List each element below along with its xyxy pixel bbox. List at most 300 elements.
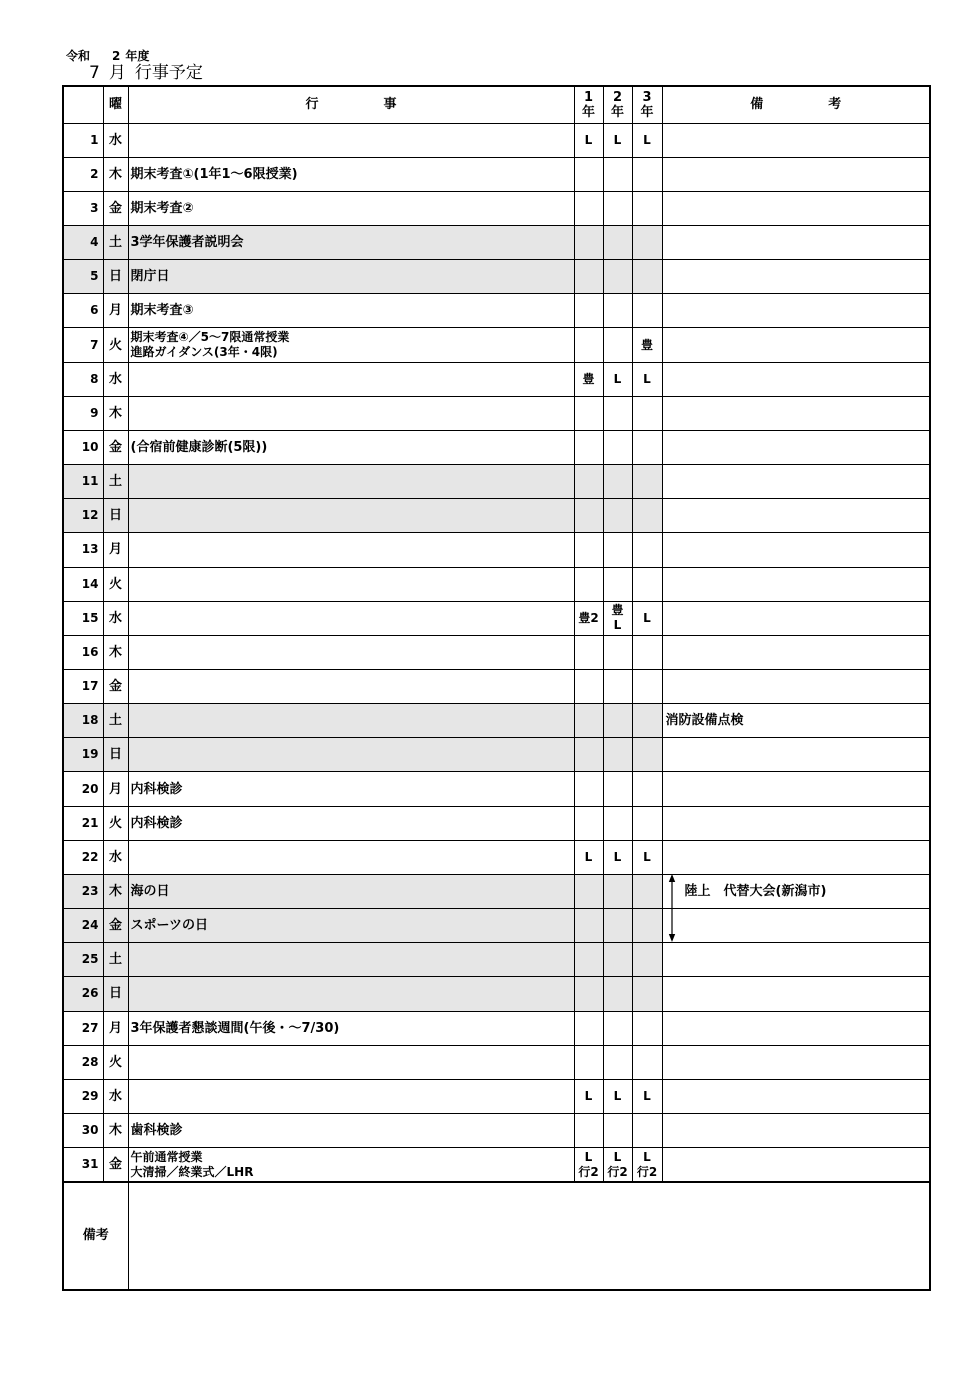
day-number-cell: 1 bbox=[63, 123, 103, 157]
grade-3-cell bbox=[632, 225, 662, 259]
remark-cell: 陸上 代替大会(新潟市) bbox=[662, 874, 930, 908]
remark-cell bbox=[662, 977, 930, 1011]
grade-suffix: 年 bbox=[610, 104, 624, 120]
grade-mark: L bbox=[613, 1088, 622, 1103]
event-line: 期末考査② bbox=[130, 200, 194, 216]
day-number-cell: 20 bbox=[63, 772, 103, 806]
day-row bbox=[63, 772, 930, 806]
grade-2-cell bbox=[603, 1045, 632, 1079]
grade-1-cell bbox=[574, 738, 603, 772]
footer-section bbox=[63, 1182, 930, 1290]
grade-2-cell bbox=[603, 328, 632, 362]
day-number-cell: 10 bbox=[63, 430, 103, 464]
grade-1-cell bbox=[574, 601, 603, 635]
remark-cell bbox=[662, 1011, 930, 1045]
grade-3-cell bbox=[632, 943, 662, 977]
remark-cell bbox=[662, 499, 930, 533]
event-cell bbox=[128, 840, 574, 874]
event-cell bbox=[128, 396, 574, 430]
grade-3-cell bbox=[632, 465, 662, 499]
remark-cell bbox=[662, 670, 930, 704]
weekday-cell: 木 bbox=[103, 396, 128, 430]
remark-cell bbox=[662, 533, 930, 567]
grade-3-cell bbox=[632, 1114, 662, 1148]
month-number: 7 bbox=[89, 63, 100, 83]
grade-mark: 豊 bbox=[640, 337, 653, 352]
weekday-cell: 土 bbox=[103, 704, 128, 738]
day-number-cell: 8 bbox=[63, 362, 103, 396]
event-line: 内科検診 bbox=[130, 815, 183, 831]
event-cell bbox=[128, 1148, 574, 1182]
day-row bbox=[63, 977, 930, 1011]
day-row bbox=[63, 260, 930, 294]
grade-2-cell bbox=[603, 704, 632, 738]
grade-1-cell bbox=[574, 1148, 603, 1182]
weekday-cell: 火 bbox=[103, 1045, 128, 1079]
event-cell bbox=[128, 670, 574, 704]
grade-1-cell bbox=[574, 123, 603, 157]
page-title bbox=[89, 63, 203, 83]
grade-2-cell bbox=[603, 157, 632, 191]
grade-1-cell bbox=[574, 943, 603, 977]
grade-2-cell bbox=[603, 465, 632, 499]
grade-1-cell bbox=[574, 191, 603, 225]
grade-mark: L bbox=[643, 371, 651, 386]
day-row bbox=[63, 294, 930, 328]
event-cell bbox=[128, 567, 574, 601]
day-row bbox=[63, 874, 930, 908]
day-row bbox=[63, 191, 930, 225]
remark-cell bbox=[662, 157, 930, 191]
grade-2-cell bbox=[603, 191, 632, 225]
weekday-cell: 金 bbox=[103, 430, 128, 464]
event-cell bbox=[128, 362, 574, 396]
weekday-cell: 木 bbox=[103, 157, 128, 191]
era-label: 令和 bbox=[66, 49, 91, 63]
day-row bbox=[63, 806, 930, 840]
day-row bbox=[63, 362, 930, 396]
event-cell bbox=[128, 123, 574, 157]
grade-2-cell bbox=[603, 1148, 632, 1182]
grade-3-cell bbox=[632, 704, 662, 738]
day-number-cell: 4 bbox=[63, 225, 103, 259]
event-header: 行 事 bbox=[128, 86, 574, 123]
grade-1-cell bbox=[574, 635, 603, 669]
weekday-cell: 月 bbox=[103, 294, 128, 328]
grade-1-cell bbox=[574, 362, 603, 396]
grade-1-cell bbox=[574, 806, 603, 840]
grade-2-cell bbox=[603, 1079, 632, 1113]
grade-2-cell bbox=[603, 567, 632, 601]
grade-3-cell bbox=[632, 499, 662, 533]
remark-cell bbox=[662, 294, 930, 328]
fiscal-year bbox=[66, 49, 149, 63]
grade-mark: 行2 bbox=[607, 1164, 628, 1179]
footer-remarks-area bbox=[128, 1182, 930, 1290]
remark-cell bbox=[662, 1114, 930, 1148]
grade-number: 2 bbox=[612, 89, 623, 105]
grade-mark: L bbox=[643, 132, 651, 147]
grade-1-cell bbox=[574, 1114, 603, 1148]
day-number-cell: 24 bbox=[63, 909, 103, 943]
grade-3-cell bbox=[632, 1079, 662, 1113]
grade-2-cell bbox=[603, 772, 632, 806]
day-number-cell: 5 bbox=[63, 260, 103, 294]
grade-3-header bbox=[632, 86, 662, 123]
weekday-cell: 木 bbox=[103, 874, 128, 908]
event-cell bbox=[128, 1045, 574, 1079]
day-number-cell: 16 bbox=[63, 635, 103, 669]
grade-2-cell bbox=[603, 260, 632, 294]
day-row bbox=[63, 738, 930, 772]
day-number-cell: 26 bbox=[63, 977, 103, 1011]
event-line: 大清掃／終業式／LHR bbox=[130, 1164, 254, 1179]
grade-mark: L bbox=[643, 1149, 651, 1164]
grade-3-cell bbox=[632, 738, 662, 772]
weekday-cell: 金 bbox=[103, 670, 128, 704]
day-number-cell: 30 bbox=[63, 1114, 103, 1148]
grade-mark: L bbox=[584, 132, 593, 147]
weekday-cell: 木 bbox=[103, 1114, 128, 1148]
weekday-cell: 金 bbox=[103, 1148, 128, 1182]
grade-3-cell bbox=[632, 123, 662, 157]
grade-1-cell bbox=[574, 499, 603, 533]
grade-2-cell bbox=[603, 874, 632, 908]
remark-cell bbox=[662, 362, 930, 396]
remark-cell bbox=[662, 943, 930, 977]
weekday-cell: 水 bbox=[103, 840, 128, 874]
weekday-cell: 月 bbox=[103, 533, 128, 567]
grade-mark: L bbox=[643, 1088, 651, 1103]
remark-cell bbox=[662, 1148, 930, 1182]
day-row bbox=[63, 943, 930, 977]
grade-3-cell bbox=[632, 191, 662, 225]
grade-1-cell bbox=[574, 396, 603, 430]
grade-mark: L bbox=[643, 849, 651, 864]
day-row bbox=[63, 123, 930, 157]
grade-mark: L bbox=[613, 849, 622, 864]
grade-mark: 豊 bbox=[582, 371, 595, 386]
event-line: 閉庁日 bbox=[130, 269, 170, 285]
day-row bbox=[63, 1011, 930, 1045]
grade-suffix: 年 bbox=[581, 104, 595, 120]
event-line: 期末考査④／5～7限通常授業 bbox=[130, 330, 290, 345]
grade-mark: L bbox=[613, 618, 622, 633]
weekday-cell: 日 bbox=[103, 260, 128, 294]
day-number-cell: 7 bbox=[63, 328, 103, 362]
grade-mark: 行2 bbox=[636, 1164, 658, 1179]
event-cell bbox=[128, 977, 574, 1011]
grade-3-cell bbox=[632, 1148, 662, 1182]
day-row bbox=[63, 670, 930, 704]
remark-cell bbox=[662, 772, 930, 806]
weekday-cell: 木 bbox=[103, 635, 128, 669]
footer-row bbox=[63, 1182, 930, 1290]
grade-2-header bbox=[603, 86, 632, 123]
day-number-cell: 18 bbox=[63, 704, 103, 738]
grade-mark: L bbox=[584, 1149, 593, 1164]
grade-mark: 豊2 bbox=[578, 610, 599, 625]
weekday-cell: 水 bbox=[103, 362, 128, 396]
event-line: 進路ガイダンス(3年・4限) bbox=[130, 345, 278, 360]
event-cell bbox=[128, 806, 574, 840]
grade-mark: L bbox=[584, 849, 593, 864]
day-number-cell: 22 bbox=[63, 840, 103, 874]
grade-3-cell bbox=[632, 806, 662, 840]
weekday-cell: 月 bbox=[103, 772, 128, 806]
day-row bbox=[63, 840, 930, 874]
grade-mark: L bbox=[643, 610, 651, 625]
event-cell bbox=[128, 738, 574, 772]
grade-1-cell bbox=[574, 874, 603, 908]
weekday-cell: 水 bbox=[103, 601, 128, 635]
title-text: 行事予定 bbox=[134, 63, 203, 83]
grade-3-cell bbox=[632, 772, 662, 806]
grade-1-cell bbox=[574, 260, 603, 294]
grade-1-header bbox=[574, 86, 603, 123]
event-line: 期末考査①(1年1～6限授業) bbox=[130, 166, 298, 182]
event-cell bbox=[128, 157, 574, 191]
grade-1-cell bbox=[574, 567, 603, 601]
grade-2-cell bbox=[603, 225, 632, 259]
grade-2-cell bbox=[603, 362, 632, 396]
event-line: 3学年保護者説明会 bbox=[130, 235, 244, 251]
day-number-cell: 13 bbox=[63, 533, 103, 567]
day-number-cell: 28 bbox=[63, 1045, 103, 1079]
day-number-cell: 14 bbox=[63, 567, 103, 601]
grade-2-cell bbox=[603, 430, 632, 464]
weekday-cell: 土 bbox=[103, 943, 128, 977]
grade-2-cell bbox=[603, 738, 632, 772]
grade-2-cell bbox=[603, 943, 632, 977]
event-cell bbox=[128, 260, 574, 294]
day-row bbox=[63, 225, 930, 259]
remark-cell bbox=[662, 601, 930, 635]
grade-mark: 豊 bbox=[611, 603, 624, 618]
weekday-cell: 日 bbox=[103, 738, 128, 772]
day-row bbox=[63, 499, 930, 533]
event-cell bbox=[128, 635, 574, 669]
schedule-table bbox=[62, 85, 931, 1291]
grade-1-cell bbox=[574, 328, 603, 362]
event-cell bbox=[128, 430, 574, 464]
grade-3-cell bbox=[632, 430, 662, 464]
day-row bbox=[63, 157, 930, 191]
day-number-cell: 29 bbox=[63, 1079, 103, 1113]
event-cell bbox=[128, 909, 574, 943]
remark-cell bbox=[662, 191, 930, 225]
event-cell bbox=[128, 499, 574, 533]
weekday-cell: 日 bbox=[103, 977, 128, 1011]
grade-1-cell bbox=[574, 1079, 603, 1113]
day-number-cell: 6 bbox=[63, 294, 103, 328]
grade-1-cell bbox=[574, 977, 603, 1011]
day-number-cell: 17 bbox=[63, 670, 103, 704]
weekday-cell: 土 bbox=[103, 465, 128, 499]
day-number-cell: 12 bbox=[63, 499, 103, 533]
weekday-cell: 金 bbox=[103, 191, 128, 225]
grade-suffix: 年 bbox=[640, 104, 654, 120]
remark-cell bbox=[662, 1079, 930, 1113]
grade-1-cell bbox=[574, 1011, 603, 1045]
grade-3-cell bbox=[632, 909, 662, 943]
event-line: 海の日 bbox=[130, 884, 170, 900]
day-header-cell bbox=[63, 86, 103, 123]
grade-3-cell bbox=[632, 670, 662, 704]
event-line: (合宿前健康診断(5限)) bbox=[130, 439, 268, 455]
event-line: 3年保護者懇談週間(午後・～7/30) bbox=[130, 1020, 340, 1036]
remark-cell bbox=[662, 806, 930, 840]
day-row bbox=[63, 601, 930, 635]
grade-3-cell bbox=[632, 1011, 662, 1045]
grade-1-cell bbox=[574, 225, 603, 259]
grade-2-cell bbox=[603, 601, 632, 635]
grade-1-cell bbox=[574, 465, 603, 499]
event-cell bbox=[128, 1011, 574, 1045]
grade-3-cell bbox=[632, 294, 662, 328]
grade-1-cell bbox=[574, 840, 603, 874]
event-line: 午前通常授業 bbox=[130, 1149, 203, 1164]
grade-3-cell bbox=[632, 567, 662, 601]
grade-1-cell bbox=[574, 430, 603, 464]
grade-2-cell bbox=[603, 123, 632, 157]
event-cell bbox=[128, 328, 574, 362]
remark-cell bbox=[662, 738, 930, 772]
day-row bbox=[63, 1114, 930, 1148]
day-number-cell: 21 bbox=[63, 806, 103, 840]
event-cell bbox=[128, 772, 574, 806]
weekday-cell: 水 bbox=[103, 1079, 128, 1113]
remark-cell: 消防設備点検 bbox=[662, 704, 930, 738]
grade-3-cell bbox=[632, 533, 662, 567]
footer-remarks-label: 備考 bbox=[63, 1182, 128, 1290]
event-cell bbox=[128, 294, 574, 328]
grade-3-cell bbox=[632, 260, 662, 294]
grade-3-cell bbox=[632, 328, 662, 362]
year-number: 2 bbox=[112, 49, 121, 63]
weekday-header: 曜 bbox=[103, 86, 128, 123]
weekday-cell: 水 bbox=[103, 123, 128, 157]
weekday-cell: 金 bbox=[103, 909, 128, 943]
remark-cell bbox=[662, 328, 930, 362]
day-number-cell: 11 bbox=[63, 465, 103, 499]
day-row bbox=[63, 1045, 930, 1079]
day-number-cell: 3 bbox=[63, 191, 103, 225]
remark-cell bbox=[662, 635, 930, 669]
weekday-cell: 月 bbox=[103, 1011, 128, 1045]
grade-1-cell bbox=[574, 157, 603, 191]
year-suffix: 年度 bbox=[125, 49, 150, 63]
remark-cell bbox=[662, 430, 930, 464]
grade-2-cell bbox=[603, 635, 632, 669]
table-header-row bbox=[63, 86, 930, 123]
grade-2-cell bbox=[603, 977, 632, 1011]
grade-mark: L bbox=[613, 1149, 622, 1164]
day-number-cell: 2 bbox=[63, 157, 103, 191]
day-row bbox=[63, 430, 930, 464]
event-cell bbox=[128, 874, 574, 908]
day-row bbox=[63, 635, 930, 669]
grade-3-cell bbox=[632, 362, 662, 396]
grade-number: 3 bbox=[642, 89, 652, 105]
month-suffix: 月 bbox=[108, 63, 126, 83]
remark-cell bbox=[662, 567, 930, 601]
day-row bbox=[63, 704, 930, 738]
weekday-cell: 土 bbox=[103, 225, 128, 259]
remark-cell bbox=[662, 840, 930, 874]
day-number-cell: 31 bbox=[63, 1148, 103, 1182]
grade-3-cell bbox=[632, 157, 662, 191]
event-line: スポーツの日 bbox=[130, 918, 208, 934]
grade-2-cell bbox=[603, 1011, 632, 1045]
grade-2-cell bbox=[603, 840, 632, 874]
day-number-cell: 25 bbox=[63, 943, 103, 977]
day-row bbox=[63, 909, 930, 943]
vertical-double-arrow-icon bbox=[667, 874, 677, 942]
grade-1-cell bbox=[574, 909, 603, 943]
grade-3-cell bbox=[632, 977, 662, 1011]
grade-2-cell bbox=[603, 909, 632, 943]
grade-mark: L bbox=[613, 371, 622, 386]
grade-1-cell bbox=[574, 772, 603, 806]
day-row bbox=[63, 567, 930, 601]
grade-1-cell bbox=[574, 670, 603, 704]
grade-2-cell bbox=[603, 499, 632, 533]
grade-mark: 行2 bbox=[578, 1164, 599, 1179]
grade-3-cell bbox=[632, 635, 662, 669]
weekday-cell: 火 bbox=[103, 806, 128, 840]
day-row bbox=[63, 396, 930, 430]
grade-3-cell bbox=[632, 1045, 662, 1079]
grade-2-cell bbox=[603, 806, 632, 840]
schedule-rows bbox=[63, 123, 930, 1182]
event-cell bbox=[128, 943, 574, 977]
event-cell bbox=[128, 225, 574, 259]
remark-cell bbox=[662, 123, 930, 157]
event-cell bbox=[128, 1114, 574, 1148]
remark-cell bbox=[662, 260, 930, 294]
grade-2-cell bbox=[603, 294, 632, 328]
remark-cell bbox=[662, 1045, 930, 1079]
event-cell bbox=[128, 1079, 574, 1113]
day-row bbox=[63, 328, 930, 362]
day-number-cell: 19 bbox=[63, 738, 103, 772]
event-cell bbox=[128, 465, 574, 499]
grade-number: 1 bbox=[583, 89, 594, 105]
event-cell bbox=[128, 533, 574, 567]
grade-1-cell bbox=[574, 1045, 603, 1079]
remark-cell bbox=[662, 225, 930, 259]
event-cell bbox=[128, 191, 574, 225]
weekday-cell: 火 bbox=[103, 328, 128, 362]
day-number-cell: 9 bbox=[63, 396, 103, 430]
grade-3-cell bbox=[632, 874, 662, 908]
grade-1-cell bbox=[574, 533, 603, 567]
remark-cell bbox=[662, 396, 930, 430]
grade-2-cell bbox=[603, 670, 632, 704]
grade-3-cell bbox=[632, 601, 662, 635]
grade-3-cell bbox=[632, 840, 662, 874]
day-number-cell: 23 bbox=[63, 874, 103, 908]
grade-mark: L bbox=[613, 132, 622, 147]
grade-3-cell bbox=[632, 396, 662, 430]
grade-1-cell bbox=[574, 704, 603, 738]
grade-2-cell bbox=[603, 533, 632, 567]
event-line: 期末考査③ bbox=[130, 303, 194, 319]
event-line: 内科検診 bbox=[130, 781, 183, 797]
weekday-cell: 火 bbox=[103, 567, 128, 601]
day-row bbox=[63, 533, 930, 567]
